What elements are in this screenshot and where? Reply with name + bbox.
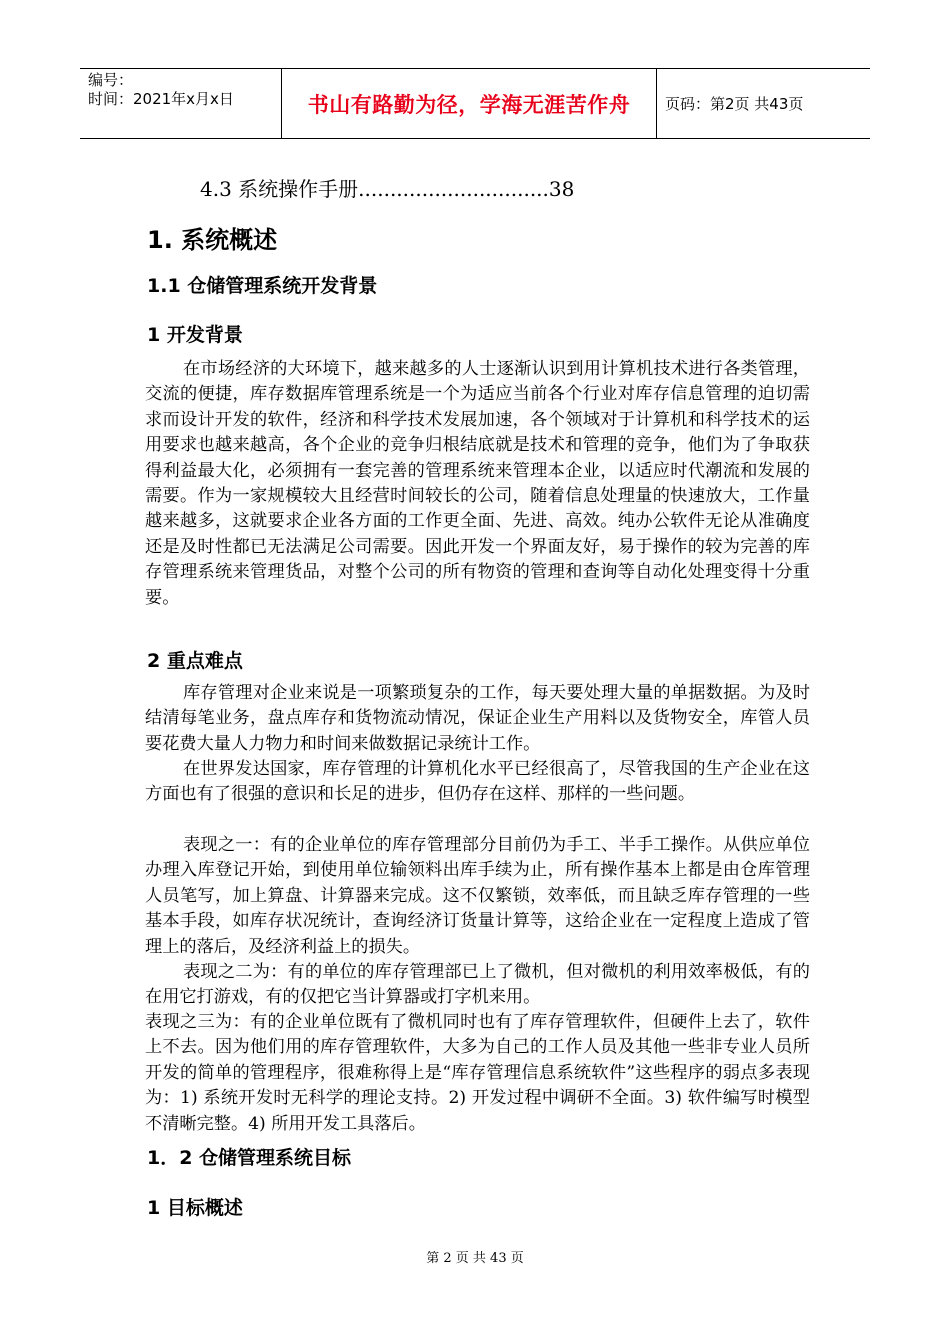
difficulty-paragraph-5: 表现之三为：有的企业单位既有了微机同时也有了库存管理软件，但硬件上去了，软件上不去。因为他们用的库存管理软件，大多为自己的工作人员及其他一些非专业人员所开发的简单的管理程序，很难称得上是“库存管理信息系统软件”这些程序的弱点多表现为：1) 系统开发时无科学的理论支持。2) 开发过程中调研不全面。3) 软件编写时模型不清晰完整。4) 所用开发工具落后。 bbox=[145, 1012, 810, 1134]
difficulty-paragraph-2: 在世界发达国家，库存管理的计算机化水平已经很高了，尽管我国的生产企业在这方面也有了很强的意识和长足的进步，但仍存在这样、那样的一些问题。 bbox=[145, 759, 810, 805]
subsection-1-title: 1 开发背景 bbox=[147, 324, 243, 346]
section-1-2-title: 1．2 仓储管理系统目标 bbox=[147, 1147, 352, 1169]
number-label: 编号： bbox=[88, 71, 134, 89]
date-label: 时间：2021年x月x日 bbox=[88, 90, 234, 108]
header-page-info: 页码：第2页 共43页 bbox=[665, 95, 804, 113]
header-meta bbox=[80, 69, 282, 138]
difficulty-paragraph-4: 表现之二为：有的单位的库存管理部已上了微机，但对微机的利用效率极低，有的在用它打游戏，有的仅把它当计算器或打字机来用。 bbox=[145, 962, 810, 1008]
page-footer: 第 2 页 共 43 页 bbox=[426, 1251, 524, 1266]
header-motto: 书山有路勤为径，学海无涯苦作舟 bbox=[282, 69, 657, 138]
toc-line[interactable]: 4.3 系统操作手册..............................38 bbox=[200, 177, 575, 201]
background-paragraph: 在市场经济的大环境下，越来越多的人士逐渐认识到用计算机技术进行各类管理，交流的便捷，库存数据库管理系统是一个为适应当前各个行业对库存信息管理的迫切需求而设计开发的软件，经济和科学技术发展加速，各个领域对于计算机和科学技术的运用要求也越来越高，各个企业的竞争归根结底就是技术和管理的竞争，他们为了争取获得利益最大化，必须拥有一套完善的管理系统来管理本企业，以适应时代潮流和发展的需要。作为一家规模较大且经营时间较长的公司，随着信息处理量的快速放大，工作量越来越多，这就要求企业各方面的工作更全面、先进、高效。纯办公软件无论从准确度还是及时性都已无法满足公司需要。因此开发一个界面友好，易于操作的较为完善的库存管理系统来管理货品，对整个公司的所有物资的管理和查询等自动化处理变得十分重要。 bbox=[145, 359, 810, 608]
page-header bbox=[80, 68, 870, 139]
subsection-2-title: 2 重点难点 bbox=[147, 650, 243, 672]
difficulty-paragraph-3: 表现之一：有的企业单位的库存管理部分目前仍为手工、半手工操作。从供应单位办理入库登记开始，到使用单位输领料出库手续为止，所有操作基本上都是由仓库管理人员笔写，加上算盘、计算器来完成。这不仅繁锁，效率低，而且缺乏库存管理的一些基本手段，如库存状况统计，查询经济订货量计算等，这给企业在一定程度上造成了管理上的落后，及经济利益上的损失。 bbox=[145, 835, 810, 957]
section-1-title: 1. 系统概述 bbox=[147, 226, 278, 254]
subsection-goal-title: 1 目标概述 bbox=[147, 1197, 243, 1219]
difficulty-paragraph-1: 库存管理对企业来说是一项繁琐复杂的工作，每天要处理大量的单据数据。为及时结清每笔业务，盘点库存和货物流动情况，保证企业生产用料以及货物安全，库管人员要花费大量人力物力和时间来做数据记录统计工作。 bbox=[145, 683, 810, 754]
section-1-1-title: 1.1 仓储管理系统开发背景 bbox=[147, 275, 378, 297]
